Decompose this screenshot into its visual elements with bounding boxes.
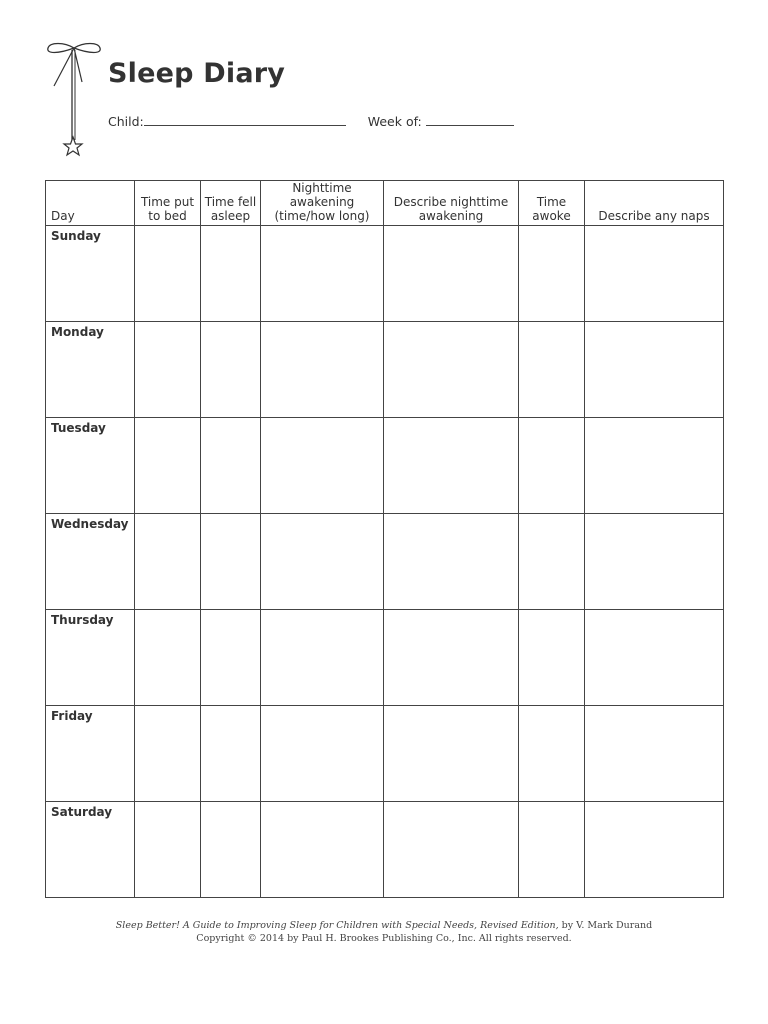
column-header (519, 181, 585, 226)
entry-cell[interactable] (261, 706, 384, 802)
entry-cell[interactable] (135, 226, 201, 322)
column-header-line: Describe nighttime (393, 195, 509, 209)
entry-cell[interactable] (201, 322, 261, 418)
day-label: Tuesday (46, 418, 135, 514)
entry-cell[interactable] (135, 514, 201, 610)
entry-cell[interactable] (201, 514, 261, 610)
entry-cell[interactable] (585, 514, 724, 610)
entry-cell[interactable] (384, 610, 519, 706)
column-header-line: (time/how long) (274, 209, 370, 223)
entry-cell[interactable] (519, 802, 585, 898)
entry-cell[interactable] (135, 802, 201, 898)
day-label: Monday (46, 322, 135, 418)
entry-cell[interactable] (519, 226, 585, 322)
footer-book-title: Sleep Better! A Guide to Improving Sleep for Children with Special Needs, Revised Edition, (115, 920, 559, 931)
table-row (46, 226, 724, 322)
column-header (201, 181, 261, 226)
entry-cell[interactable] (519, 610, 585, 706)
header-fields (108, 113, 514, 129)
entry-cell[interactable] (585, 418, 724, 514)
column-header-line: awakening (418, 209, 484, 223)
column-header (46, 181, 135, 226)
table-row (46, 610, 724, 706)
table-row (46, 802, 724, 898)
column-header-line: Day (51, 209, 75, 223)
column-header-line: awoke (532, 209, 571, 223)
column-header-line: Time (536, 195, 567, 209)
table-body (46, 226, 724, 898)
table-row (46, 418, 724, 514)
entry-cell[interactable] (384, 322, 519, 418)
entry-cell[interactable] (384, 802, 519, 898)
entry-cell[interactable] (261, 514, 384, 610)
footer-author: by V. Mark Durand (558, 920, 653, 931)
entry-cell[interactable] (585, 226, 724, 322)
entry-cell[interactable] (135, 610, 201, 706)
entry-cell[interactable] (384, 514, 519, 610)
column-header-line: Time fell (204, 195, 257, 209)
entry-cell[interactable] (135, 418, 201, 514)
day-label: Thursday (46, 610, 135, 706)
table-row (46, 322, 724, 418)
day-label: Saturday (46, 802, 135, 898)
entry-cell[interactable] (261, 802, 384, 898)
entry-cell[interactable] (261, 226, 384, 322)
entry-cell[interactable] (201, 706, 261, 802)
entry-cell[interactable] (135, 706, 201, 802)
entry-cell[interactable] (519, 322, 585, 418)
entry-cell[interactable] (261, 322, 384, 418)
hanging-star-ribbon-icon (44, 40, 104, 164)
entry-cell[interactable] (201, 802, 261, 898)
entry-cell[interactable] (135, 322, 201, 418)
column-header (135, 181, 201, 226)
table-row (46, 514, 724, 610)
column-header-line: Time put (140, 195, 195, 209)
column-header-line: asleep (210, 209, 251, 223)
entry-cell[interactable] (585, 802, 724, 898)
week-label: Week of: (367, 114, 422, 129)
entry-cell[interactable] (519, 706, 585, 802)
sleep-diary-table (45, 180, 724, 898)
column-header (384, 181, 519, 226)
entry-cell[interactable] (201, 226, 261, 322)
entry-cell[interactable] (384, 418, 519, 514)
day-label: Wednesday (46, 514, 135, 610)
column-header-line: Describe any naps (598, 209, 710, 223)
table-row (46, 706, 724, 802)
entry-cell[interactable] (201, 610, 261, 706)
child-label: Child: (108, 114, 144, 129)
entry-cell[interactable] (519, 418, 585, 514)
entry-cell[interactable] (384, 226, 519, 322)
entry-cell[interactable] (519, 514, 585, 610)
footer-copyright: Copyright © 2014 by Paul H. Brookes Publishing Co., Inc. All rights reserved. (196, 933, 572, 944)
entry-cell[interactable] (201, 418, 261, 514)
week-input-line[interactable] (426, 113, 514, 126)
entry-cell[interactable] (384, 706, 519, 802)
entry-cell[interactable] (261, 610, 384, 706)
footer (0, 919, 768, 945)
page-title: Sleep Diary (108, 58, 286, 89)
entry-cell[interactable] (585, 706, 724, 802)
child-input-line[interactable] (144, 113, 346, 126)
entry-cell[interactable] (585, 610, 724, 706)
column-header-line: Nighttime awakening (289, 181, 355, 209)
entry-cell[interactable] (585, 322, 724, 418)
column-header (585, 181, 724, 226)
day-label: Friday (46, 706, 135, 802)
header-row (46, 181, 724, 226)
column-header-line: to bed (148, 209, 187, 223)
day-label: Sunday (46, 226, 135, 322)
entry-cell[interactable] (261, 418, 384, 514)
column-header (261, 181, 384, 226)
